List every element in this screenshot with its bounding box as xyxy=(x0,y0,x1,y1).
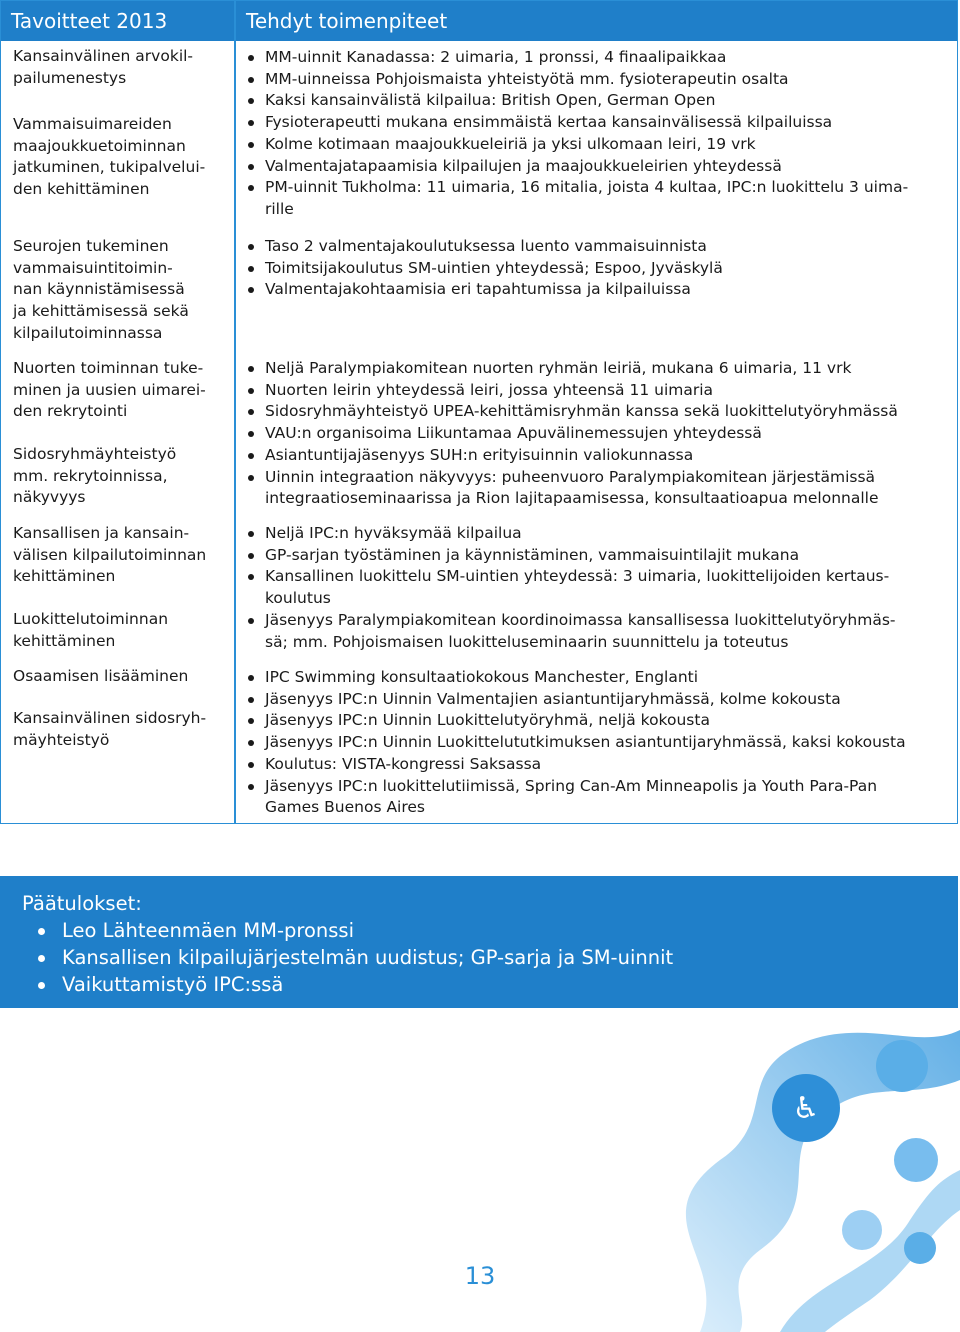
goal-item: Osaamisen lisääminen xyxy=(13,667,189,685)
goal-item: Kansallisen ja kansain- välisen kilpailutoiminnan kehittäminen xyxy=(13,524,207,586)
key-result-item: Kansallisen kilpailujärjestelmän uudistus; GP-sarja ja SM-uinnit xyxy=(22,944,936,971)
swimmer-icon xyxy=(842,1210,882,1250)
action-list xyxy=(245,523,949,653)
swimmer-icon xyxy=(876,1040,928,1092)
action-item: Jäsenyys IPC:n Uinnin Luokittelututkimuksen asiantuntijaryhmässä, kaksi kokousta xyxy=(245,732,949,754)
action-item: Kansallinen luokittelu SM-uintien yhteydessä: 3 uimaria, luokittelijoiden kertaus- koulutus xyxy=(245,566,949,609)
action-list xyxy=(245,236,949,301)
action-item: Jäsenyys Paralympiakomitean koordinoimassa kansallisessa luokittelutyöryhmäs- sä; mm. Pohjoismaisen luokitteluseminaarin suunnittelu ja toteutus xyxy=(245,610,949,653)
action-item: MM-uinneissa Pohjoismaista yhteistyötä mm. fysioterapeutin osalta xyxy=(245,69,949,91)
action-item: Neljä IPC:n hyväksymää kilpailua xyxy=(245,523,949,545)
action-item: GP-sarjan työstäminen ja käynnistäminen, vammaisuintilajit mukana xyxy=(245,545,949,567)
swimmer-decoration xyxy=(580,1010,960,1332)
action-item: Jäsenyys IPC:n Uinnin Luokittelutyöryhmä, neljä kokousta xyxy=(245,710,949,732)
key-results-list xyxy=(22,917,936,998)
action-item: Toimitsijakoulutus SM-uintien yhteydessä; Espoo, Jyväskylä xyxy=(245,258,949,280)
goal-item: Vammaisuimareiden maajoukkuetoiminnan jatkuminen, tukipalvelui- den kehittäminen xyxy=(13,115,206,199)
action-item: Valmentajakohtaamisia eri tapahtumissa ja kilpailuissa xyxy=(245,279,949,301)
key-result-item: Vaikuttamistyö IPC:ssä xyxy=(22,971,936,998)
action-item: PM-uinnit Tukholma: 11 uimaria, 16 mitalia, joista 4 kultaa, IPC:n luokittelu 3 uima- rille xyxy=(245,177,949,220)
action-item: Koulutus: VISTA-kongressi Saksassa xyxy=(245,754,949,776)
swimmer-icon xyxy=(894,1138,938,1182)
action-item: MM-uinnit Kanadassa: 2 uimaria, 1 pronssi, 4 finaalipaikkaa xyxy=(245,47,949,69)
action-item: Nuorten leirin yhteydessä leiri, jossa yhteensä 11 uimaria xyxy=(245,380,949,402)
key-result-item: Leo Lähteenmäen MM-pronssi xyxy=(22,917,936,944)
action-item: Fysioterapeutti mukana ensimmäistä kertaa kansainvälisessä kilpailuissa xyxy=(245,112,949,134)
action-item: VAU:n organisoima Liikuntamaa Apuvälinemessujen yhteydessä xyxy=(245,423,949,445)
goal-item: Kansainvälinen sidosryh- mäyhteistyö xyxy=(13,709,207,749)
goal-item: Nuorten toiminnan tuke- minen ja uusien uimarei- den rekrytointi xyxy=(13,359,206,421)
goals-header: Tavoitteet 2013 xyxy=(1,1,234,41)
action-item: Valmentajatapaamisia kilpailujen ja maajoukkueleirien yhteydessä xyxy=(245,156,949,178)
action-list xyxy=(245,47,949,221)
key-results-box xyxy=(0,876,958,1008)
column-divider xyxy=(234,1,236,823)
action-item: Uinnin integraation näkyvyys: puheenvuoro Paralympiakomitean järjestämissä integraatioseminaarissa ja Rion lajitapaamisessa, konsultaatioapua melonnalle xyxy=(245,467,949,510)
goal-item: Sidosryhmäyhteistyö mm. rekrytoinnissa, näkyvyys xyxy=(13,445,177,507)
action-item: Neljä Paralympiakomitean nuorten ryhmän leiriä, mukana 6 uimaria, 11 vrk xyxy=(245,358,949,380)
action-item: Asiantuntijajäsenyys SUH:n erityisuinnin valiokunnassa xyxy=(245,445,949,467)
action-item: Taso 2 valmentajakoulutuksessa luento vammaisuinnista xyxy=(245,236,949,258)
action-item: Kolme kotimaan maajoukkueleiriä ja yksi ulkomaan leiri, 19 vrk xyxy=(245,134,949,156)
action-list xyxy=(245,667,949,819)
goal-item: Seurojen tukeminen vammaisuintitoimin- nan käynnistämisessä ja kehittämisessä sekä kilpailutoiminnassa xyxy=(13,237,189,342)
goal-item: Luokittelutoiminnan kehittäminen xyxy=(13,610,169,650)
svg-text:♿: ♿ xyxy=(792,1091,820,1126)
action-item: Kaksi kansainvälistä kilpailua: British Open, German Open xyxy=(245,90,949,112)
action-item: Jäsenyys IPC:n luokittelutiimissä, Spring Can-Am Minneapolis ja Youth Para-Pan Games Buenos Aires xyxy=(245,776,949,819)
swimmer-icon xyxy=(904,1232,936,1264)
key-results-title: Päätulokset: xyxy=(22,892,142,915)
actions-header: Tehdyt toimenpiteet xyxy=(236,1,957,41)
goal-item: Kansainvälinen arvokil- pailumenestys xyxy=(13,47,194,87)
page-number: 13 xyxy=(464,1262,496,1290)
action-item: Jäsenyys IPC:n Uinnin Valmentajien asiantuntijaryhmässä, kolme kokousta xyxy=(245,689,949,711)
action-item: Sidosryhmäyhteistyö UPEA-kehittämisryhmän kanssa sekä luokittelutyöryhmässä xyxy=(245,401,949,423)
action-list xyxy=(245,358,949,510)
action-item: IPC Swimming konsultaatiokokous Manchester, Englanti xyxy=(245,667,949,689)
